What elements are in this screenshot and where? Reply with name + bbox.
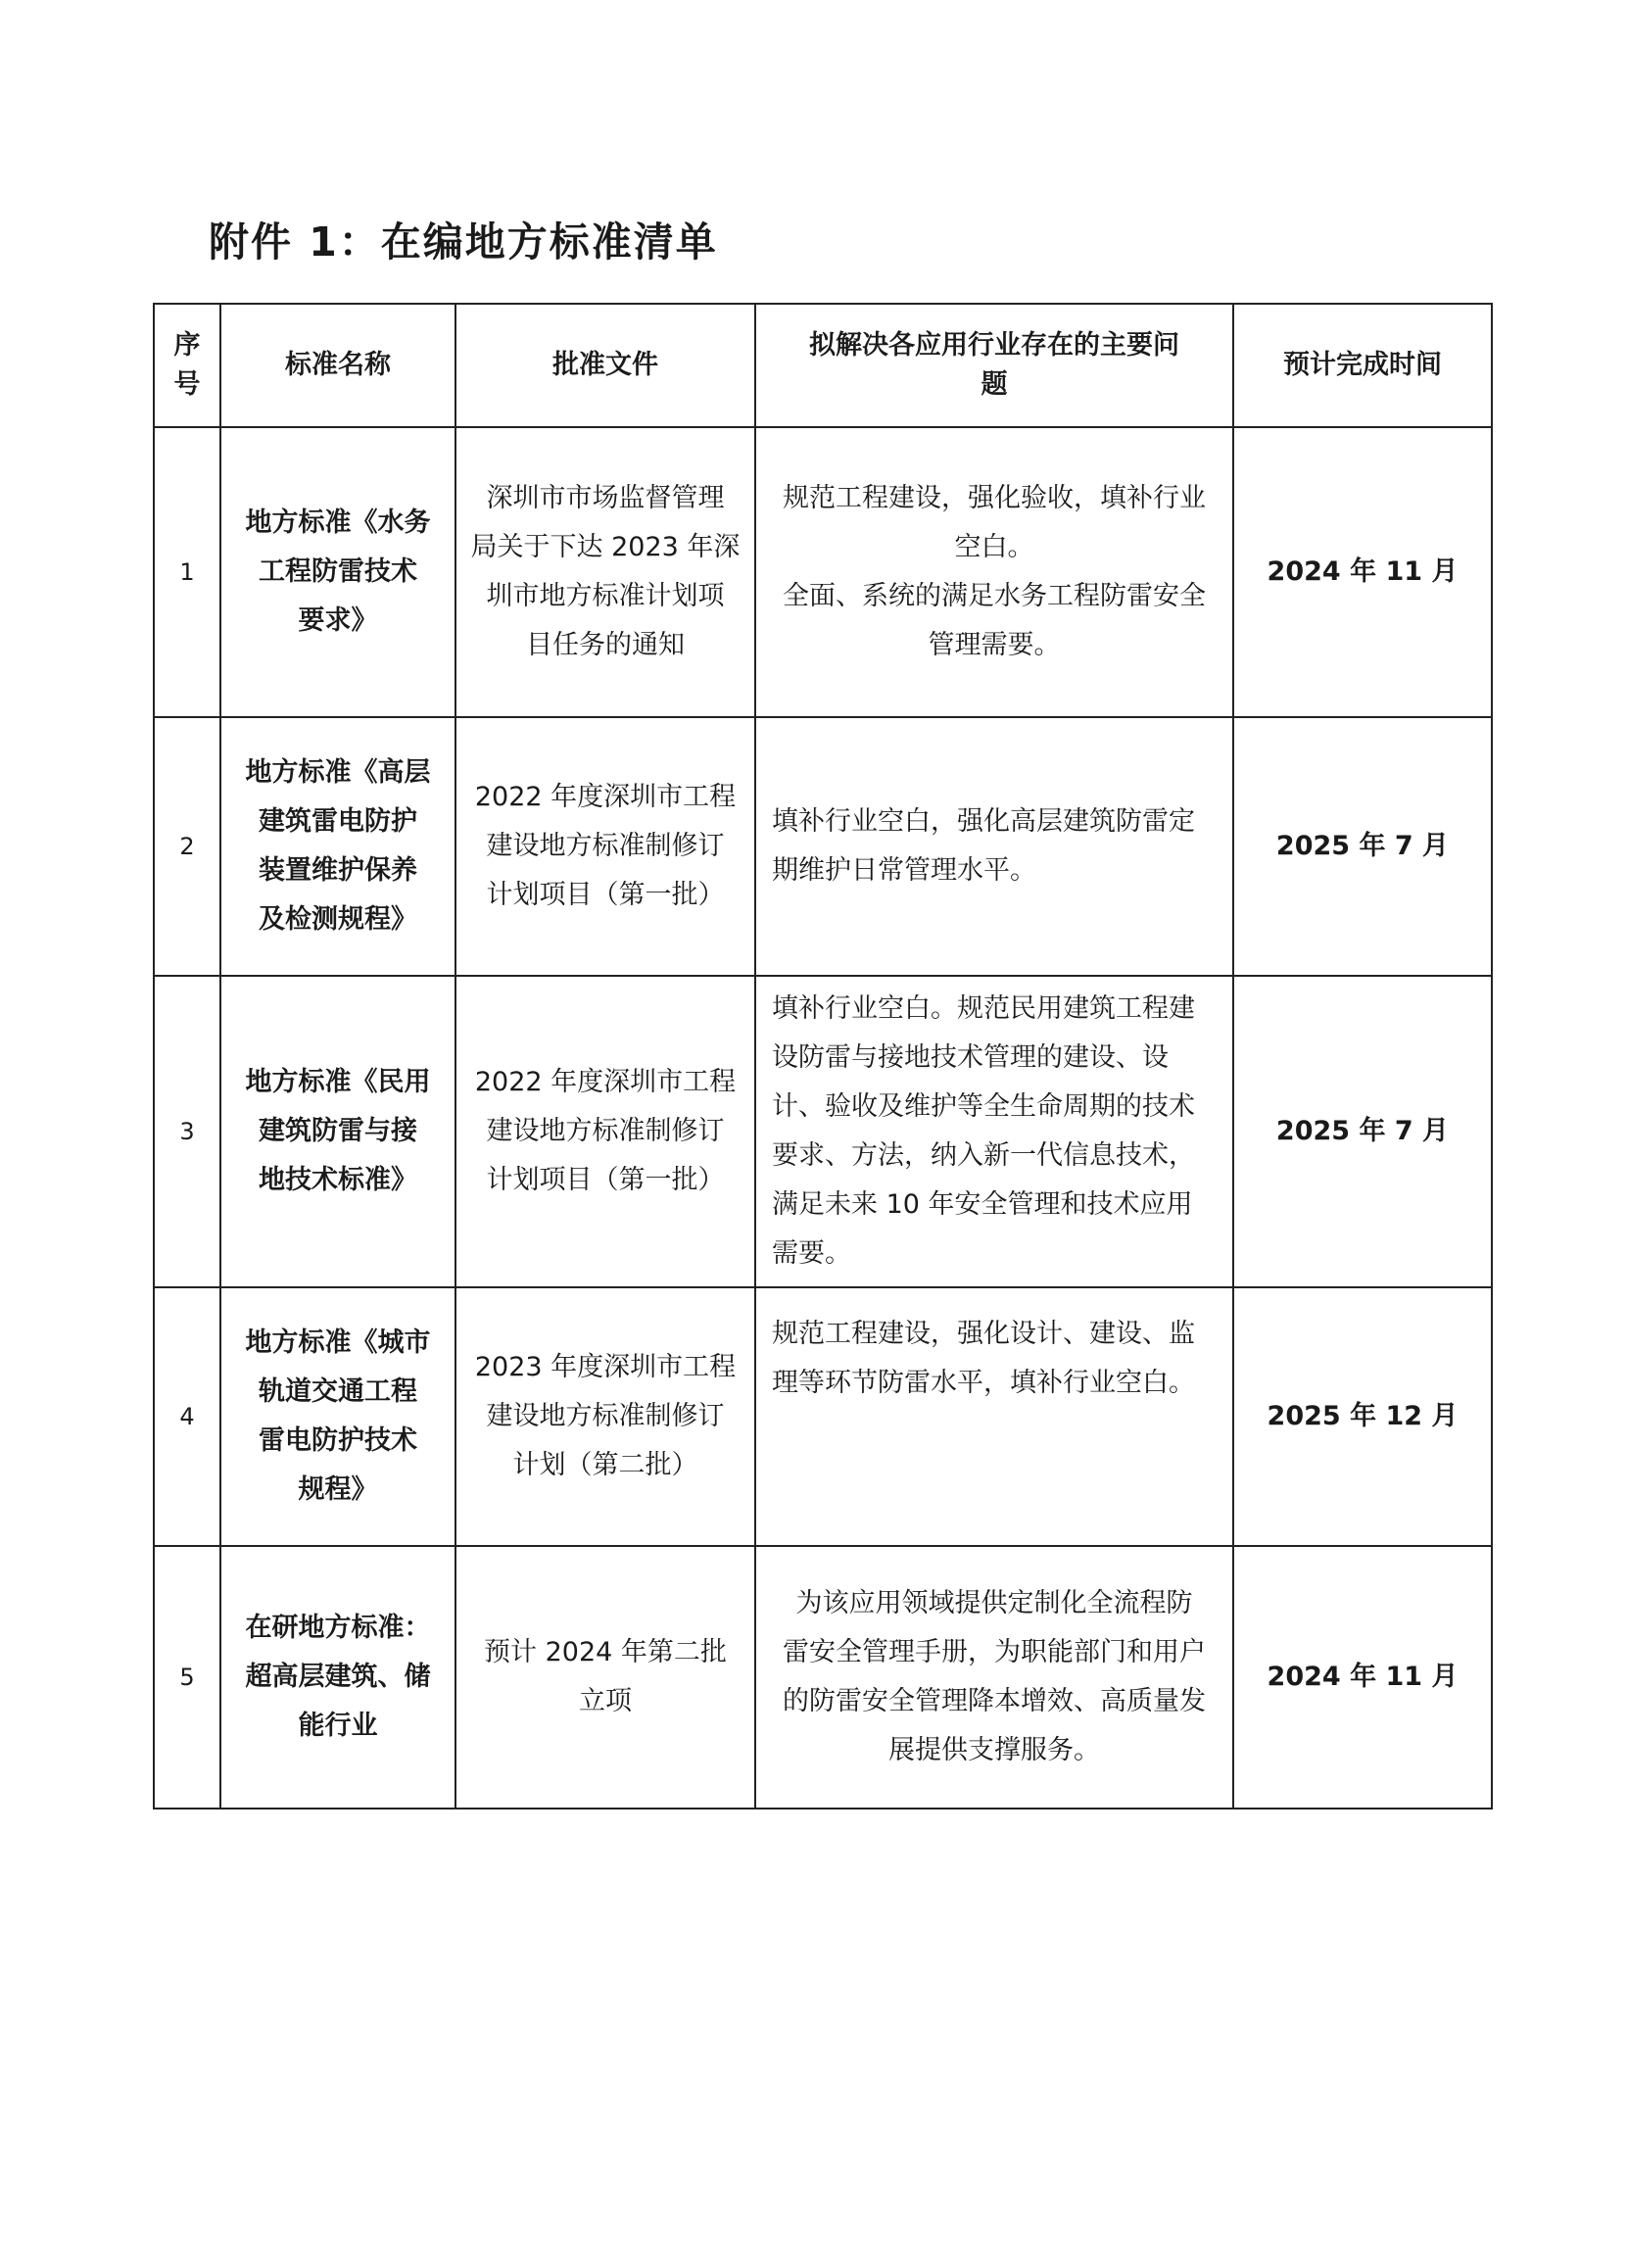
approval-cell: 2022 年度深圳市工程 建设地方标准制修订 计划项目（第一批） [455, 976, 755, 1287]
issues-cell: 为该应用领域提供定制化全流程防 雷安全管理手册，为职能部门和用户 的防雷安全管理降本增效、高质量发 展提供支撑服务。 [755, 1546, 1233, 1809]
table-row [154, 976, 1492, 1287]
issues-cell: 填补行业空白。规范民用建筑工程建 设防雷与接地技术管理的建设、设 计、验收及维护等全生命周期的技术 要求、方法，纳入新一代信息技术， 满足未来 10 年安全管理和技术应用 需要。 [755, 976, 1233, 1287]
table-header-row [154, 304, 1492, 427]
table-row [154, 717, 1492, 976]
name-cell: 地方标准《水务 工程防雷技术 要求》 [220, 427, 455, 717]
name-cell: 地方标准《城市 轨道交通工程 雷电防护技术 规程》 [220, 1287, 455, 1546]
table-row [154, 1287, 1492, 1546]
table-row [154, 427, 1492, 717]
completion-cell: 2025 年 12 月 [1233, 1287, 1492, 1546]
completion-cell: 2025 年 7 月 [1233, 717, 1492, 976]
approval-cell: 2022 年度深圳市工程 建设地方标准制修订 计划项目（第一批） [455, 717, 755, 976]
completion-cell: 2024 年 11 月 [1233, 427, 1492, 717]
header-approval: 批准文件 [455, 304, 755, 427]
header-issues: 拟解决各应用行业存在的主要问 题 [755, 304, 1233, 427]
page-title: 附件 1：在编地方标准清单 [209, 218, 718, 265]
seq-cell: 1 [154, 427, 220, 717]
header-seq: 序 号 [154, 304, 220, 427]
issues-cell: 规范工程建设，强化设计、建设、监 理等环节防雷水平，填补行业空白。 [755, 1287, 1233, 1546]
header-completion: 预计完成时间 [1233, 304, 1492, 427]
approval-cell: 深圳市市场监督管理 局关于下达 2023 年深 圳市地方标准计划项 目任务的通知 [455, 427, 755, 717]
issues-cell: 规范工程建设，强化验收，填补行业 空白。 全面、系统的满足水务工程防雷安全 管理需要。 [755, 427, 1233, 717]
seq-cell: 4 [154, 1287, 220, 1546]
header-name: 标准名称 [220, 304, 455, 427]
approval-cell: 预计 2024 年第二批 立项 [455, 1546, 755, 1809]
table-row [154, 1546, 1492, 1809]
name-cell: 地方标准《高层 建筑雷电防护 装置维护保养 及检测规程》 [220, 717, 455, 976]
seq-cell: 3 [154, 976, 220, 1287]
completion-cell: 2024 年 11 月 [1233, 1546, 1492, 1809]
seq-cell: 5 [154, 1546, 220, 1809]
approval-cell: 2023 年度深圳市工程 建设地方标准制修订 计划（第二批） [455, 1287, 755, 1546]
name-cell: 地方标准《民用 建筑防雷与接 地技术标准》 [220, 976, 455, 1287]
seq-cell: 2 [154, 717, 220, 976]
issues-cell: 填补行业空白，强化高层建筑防雷定 期维护日常管理水平。 [755, 717, 1233, 976]
name-cell: 在研地方标准： 超高层建筑、储 能行业 [220, 1546, 455, 1809]
completion-cell: 2025 年 7 月 [1233, 976, 1492, 1287]
standards-table [153, 303, 1493, 1810]
